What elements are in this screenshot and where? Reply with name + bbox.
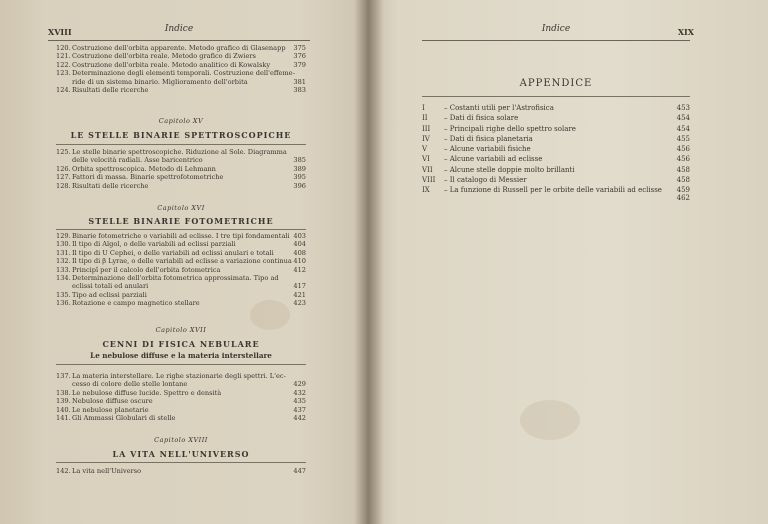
toc-entry: 132.Il tipo di β Lyrae, o delle variabili ad eclisse a variazione continua 410 [56, 257, 306, 266]
appendix-entry: IX – La funzione di Russell per le orbite delle variabili ad eclisse 459 [422, 186, 690, 195]
appendix-entry: VI – Alcune variabili ad eclisse 456 [422, 155, 690, 164]
toc-chapter-xvi [56, 232, 306, 308]
toc-chapter-xvii [56, 372, 306, 422]
toc-entry-continuation: ride di un sistema binario. Miglioramento dell'orbita 381 [72, 77, 306, 86]
appendix-entry: IV – Dati di fisica planetaria 455 [422, 134, 690, 143]
chapter-rule [56, 462, 306, 463]
appendix-title: APPENDICE [519, 78, 593, 89]
toc-entry: 121.Costruzione dell'orbita reale. Metodo grafico di Zwiers 376 [56, 52, 306, 61]
chapter-label: Capitolo XVII [155, 326, 207, 334]
toc-entry: 142.La vita nell'Universo 447 [56, 467, 306, 475]
chapter-title: STELLE BINARIE FOTOMETRICHE [88, 216, 274, 226]
chapter-title: LE STELLE BINARIE SPETTROSCOPICHE [70, 130, 292, 140]
chapter-rule [56, 144, 306, 145]
chapter-label: Capitolo XV [158, 117, 204, 125]
toc-chapter-xviii [56, 467, 306, 475]
chapter-subtitle: Le nebulose diffuse e la materia interstellare [90, 351, 272, 360]
toc-entry: 136.Rotazione e campo magnetico stellare 423 [56, 299, 306, 308]
appendix-list [422, 103, 690, 203]
toc-entry: 124.Risultati delle ricerche 383 [56, 86, 306, 95]
appendix-entry: V – Alcune variabili fisiche 456 [422, 145, 690, 154]
toc-chapter-xv [56, 148, 306, 190]
chapter-title: CENNI DI FISICA NEBULARE [102, 339, 260, 349]
toc-entry: 127.Fattori di massa. Binarie spettrofotometriche 395 [56, 173, 306, 182]
chapter-rule [56, 364, 306, 365]
chapter-label: Capitolo XVI [157, 204, 205, 212]
toc-entry: 126.Orbita spettroscopica. Metodo di Lehmann 389 [56, 164, 306, 173]
chapter-title: LA VITA NELL'UNIVERSO [112, 449, 250, 459]
toc-entry-continuation: cesso di colore delle stelle lontane 429 [72, 380, 306, 389]
appendix-entry: VII – Alcune stelle doppie molto brillanti 458 [422, 165, 690, 174]
toc-entry: 135.Tipo ad eclissi parziali 421 [56, 290, 306, 299]
left-running-head [48, 24, 310, 41]
toc-entry: 133.Principî per il calcolo dell'orbita fotometrica 412 [56, 265, 306, 274]
left-running-title: Indice [164, 24, 194, 34]
toc-entry: 138.Le nebulose diffuse lucide. Spettro e densità 432 [56, 388, 306, 397]
toc-top-entries [56, 44, 306, 94]
right-running-title: Indice [541, 24, 571, 34]
appendix-rule [422, 96, 690, 97]
toc-entry-continuation: eclissi totali ed anulari 417 [72, 282, 306, 291]
toc-entry: 129.Binarie fotometriche o variabili ad eclisse. I tre tipi fondamentali 403 [56, 232, 306, 240]
toc-entry: 130.Il tipo di Algol, o delle variabili ad eclissi parziali 404 [56, 240, 306, 249]
chapter-label: Capitolo XVIII [154, 436, 208, 444]
appendix-entry: I – Costanti utili per l'Astrofisica 453 [422, 104, 690, 112]
toc-entry: 140.Le nebulose planetarie 437 [56, 405, 306, 414]
appendix-entry: 462 [676, 193, 690, 202]
toc-entry: 141.Gli Ammassi Globulari di stelle 442 [56, 414, 306, 423]
toc-entry: 123.Determinazione degli elementi temporali. Costruzione dell'effeme- [56, 69, 295, 78]
toc-entry: 139.Nebulose diffuse oscure 435 [56, 397, 306, 406]
paper-stain [520, 400, 580, 440]
book-gutter [354, 0, 384, 524]
left-page-number: XVIII [48, 27, 72, 37]
appendix-entry: III – Principali righe dello spettro solare 454 [422, 124, 690, 133]
chapter-rule [56, 229, 306, 230]
toc-entry: 125.Le stelle binarie spettroscopiche. Riduzione al Sole. Diagramma [56, 148, 287, 156]
toc-entry: 122.Costruzione dell'orbita reale. Metodo analitico di Kowalsky 379 [56, 60, 306, 69]
toc-entry-continuation: delle velocità radiali. Asse baricentrico 385 [72, 156, 306, 165]
toc-entry: 131.Il tipo di U Cephei, o delle variabili ad eclissi anulari e totali 408 [56, 248, 306, 257]
appendix-entry: VIII – Il catalogo di Messier 458 [422, 176, 690, 185]
toc-entry: 128.Risultati delle ricerche 396 [56, 181, 306, 190]
toc-entry: 120.Costruzione dell'orbita apparente. Metodo grafico di Glasenapp 375 [56, 44, 306, 52]
appendix-entry: II – Dati di fisica solare 454 [422, 114, 690, 123]
toc-entry: 134.Determinazione dell'orbita fotometrica approssimata. Tipo ad [56, 274, 279, 283]
right-running-head [422, 24, 694, 41]
toc-entry: 137.La materia interstellare. Le righe stazionarie degli spettri. L'ec- [56, 372, 286, 380]
right-page-number: XIX [677, 27, 694, 37]
